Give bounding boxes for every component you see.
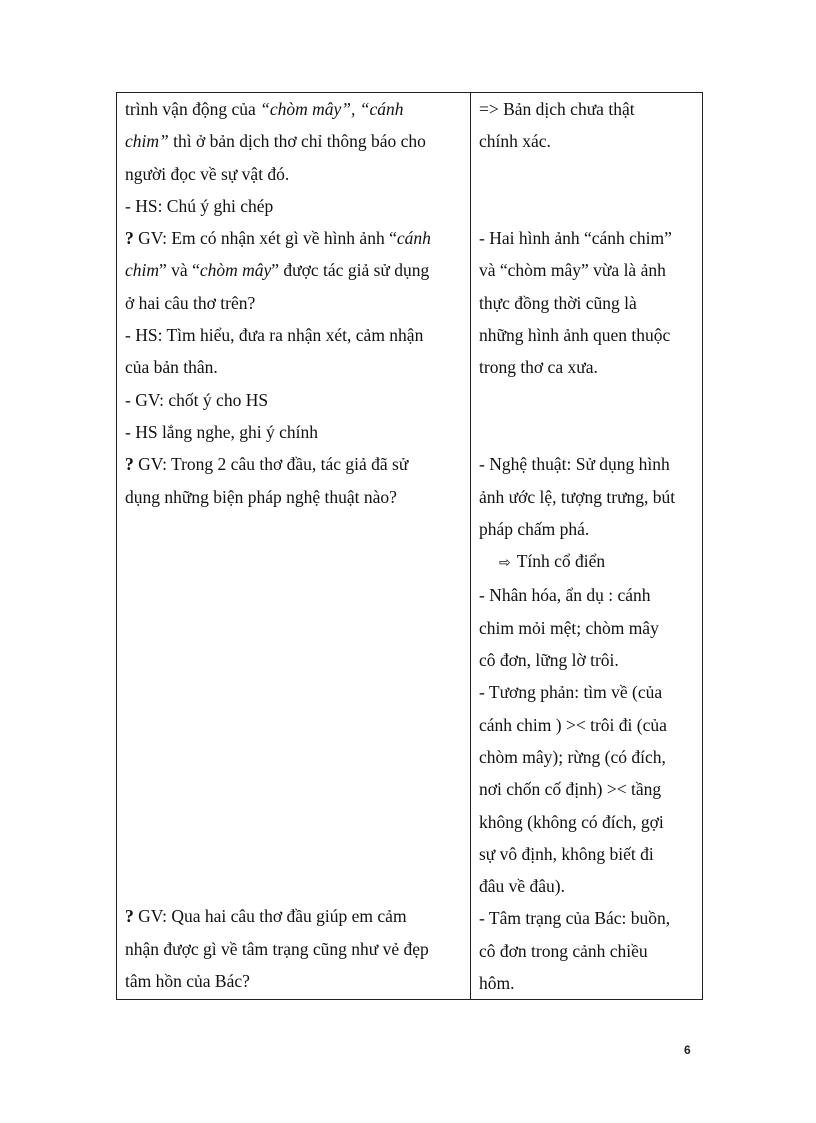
text-line: nhận được gì về tâm trạng cũng như vẻ đẹp bbox=[125, 938, 429, 959]
text-line: và “chòm mây” vừa là ảnh bbox=[479, 260, 666, 281]
text-line: thực đồng thời cũng là bbox=[479, 292, 637, 313]
text-line: pháp chấm phá. bbox=[479, 518, 590, 539]
table-row bbox=[117, 93, 703, 1000]
text-line: sự vô định, không biết đi bbox=[479, 843, 654, 864]
question-mark: ? bbox=[125, 228, 134, 249]
question-line: ? GV: Em có nhận xét gì về hình ảnh “cánh bbox=[125, 228, 431, 249]
text-line: chim” thì ở bản dịch thơ chỉ thông báo cho bbox=[125, 131, 426, 152]
text-line: tâm hồn của Bác? bbox=[125, 971, 250, 992]
text-line: cánh chim ) >< trôi đi (của bbox=[479, 714, 667, 735]
text-line: - HS: Chú ý ghi chép bbox=[125, 195, 274, 216]
question-mark: ? bbox=[125, 454, 134, 475]
knowledge-content-column bbox=[471, 93, 703, 1000]
page-number: 6 bbox=[684, 1043, 691, 1057]
arrow-right-icon: ⇨ bbox=[499, 555, 511, 572]
text-line: chòm mây); rừng (có đích, bbox=[479, 746, 666, 767]
text-line: chính xác. bbox=[479, 131, 551, 152]
text-line: trình vận động của “chòm mây”, “cánh bbox=[125, 99, 404, 119]
text-line: - Nhân hóa, ẩn dụ : cánh bbox=[479, 585, 651, 606]
text-line: - Hai hình ảnh “cánh chim” bbox=[479, 228, 672, 249]
text-line: - HS lắng nghe, ghi ý chính bbox=[125, 421, 318, 442]
question-line: ? GV: Trong 2 câu thơ đầu, tác giả đã sử bbox=[125, 454, 409, 475]
text-line: hôm. bbox=[479, 973, 515, 994]
text-line: trong thơ ca xưa. bbox=[479, 357, 598, 378]
text-line: nơi chốn cố định) >< tầng bbox=[479, 779, 662, 800]
text-line: - GV: chốt ý cho HS bbox=[125, 389, 269, 410]
text-line: - HS: Tìm hiểu, đưa ra nhận xét, cảm nhận bbox=[125, 325, 424, 346]
lesson-table bbox=[116, 92, 703, 1000]
text-line: đâu về đâu). bbox=[479, 876, 566, 897]
text-line: không (không có đích, gợi bbox=[479, 811, 664, 832]
text-line: - Tâm trạng của Bác: buồn, bbox=[479, 908, 671, 929]
text-line: chim” và “chòm mây” được tác giả sử dụng bbox=[125, 260, 430, 281]
text-line: những hình ảnh quen thuộc bbox=[479, 325, 671, 346]
text-line: ảnh ước lệ, tượng trưng, bút bbox=[479, 486, 676, 507]
text-line: dụng những biện pháp nghệ thuật nào? bbox=[125, 486, 397, 507]
text-line: cô đơn trong cảnh chiều bbox=[479, 940, 648, 961]
text-line: cô đơn, lững lờ trôi. bbox=[479, 650, 619, 671]
text-line: ở hai câu thơ trên? bbox=[125, 292, 256, 313]
text-line: => Bản dịch chưa thật bbox=[479, 99, 635, 119]
text-line: - Tương phản: tìm về (của bbox=[479, 682, 663, 703]
text-line: của bản thân. bbox=[125, 357, 218, 378]
text-line: ⇨ Tính cổ điển bbox=[479, 545, 694, 579]
teacher-student-activity-column bbox=[117, 93, 471, 1000]
question-mark: ? bbox=[125, 906, 134, 927]
question-line: ? GV: Qua hai câu thơ đầu giúp em cảm bbox=[125, 906, 407, 927]
text-line: - Nghệ thuật: Sử dụng hình bbox=[479, 454, 670, 475]
text-line: chim mỏi mệt; chòm mây bbox=[479, 617, 659, 638]
text-line: người đọc về sự vật đó. bbox=[125, 163, 290, 184]
